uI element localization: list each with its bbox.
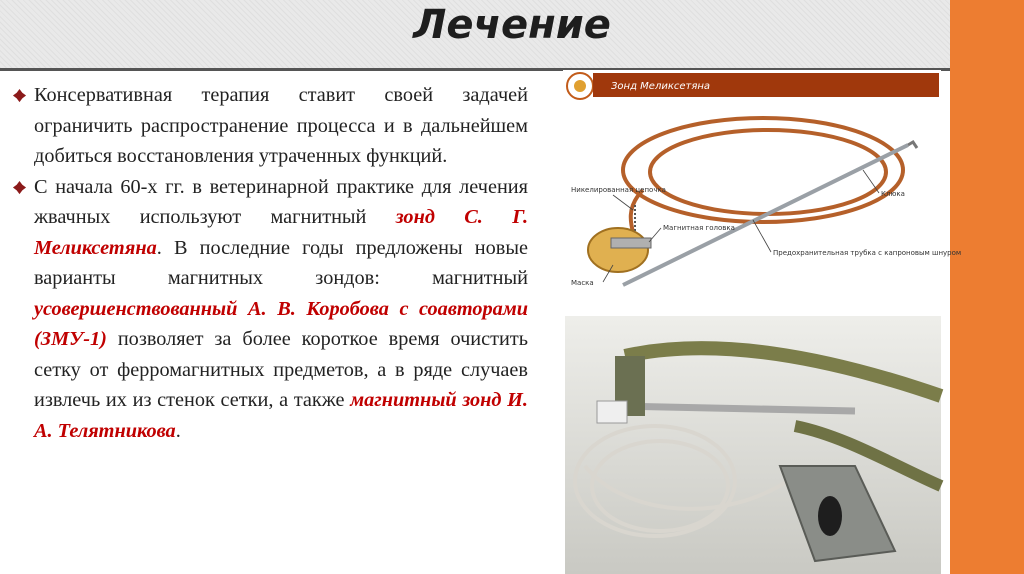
diamond-bullet-icon bbox=[12, 180, 27, 195]
diagram-label-guard: Маска bbox=[571, 279, 594, 287]
diagram-label-hook: Клюка bbox=[881, 190, 905, 198]
accent-bar bbox=[950, 0, 1024, 574]
slide-title: Лечение bbox=[413, 2, 611, 48]
probe-diagram-image bbox=[563, 70, 962, 310]
bullet-item bbox=[10, 172, 528, 447]
body-text bbox=[10, 80, 528, 446]
highlight-probe-telyatnikov: магнитный зонд И. А. Телятникова bbox=[34, 389, 528, 442]
bullet-text: . bbox=[175, 419, 181, 442]
bullet-text: . В последние годы предложены новые варианты магнитных зондов: магнитный bbox=[34, 236, 528, 289]
diagram-header: Зонд Меликсетяна bbox=[611, 81, 711, 92]
diamond-bullet-icon bbox=[12, 88, 27, 103]
bullet-item bbox=[10, 80, 528, 172]
highlight-probe-korobov: усовершенствованный А. В. Коробова с соавторами (ЗМУ-1) bbox=[34, 297, 528, 350]
magnetic-head bbox=[611, 238, 651, 248]
bullet-text: Консервативная терапия ставит своей задачей ограничить распространение процесса и в дальнейшем добиться восстановления утраченных функций. bbox=[34, 84, 528, 167]
bullet-text: позволяет за более короткое время очистить сетку от ферромагнитных предметов, а в ряде случаев извлечь их из стенок сетки, а также bbox=[34, 328, 528, 411]
diagram-label-tube: Предохранительная трубка с капроновым шнуром bbox=[773, 249, 962, 257]
protective-disk bbox=[588, 228, 648, 272]
highlight-probe-meliksetyan: зонд С. Г. Меликсетяна bbox=[34, 206, 529, 259]
diagram-label-head: Магнитная головка bbox=[663, 224, 735, 232]
probe-photo bbox=[565, 316, 941, 574]
diagram-label-chain: Никелированная цепочка bbox=[571, 186, 666, 194]
bullet-text: С начала 60-х гг. в ветеринарной практике для лечения жвачных используют магнитный bbox=[34, 175, 528, 228]
